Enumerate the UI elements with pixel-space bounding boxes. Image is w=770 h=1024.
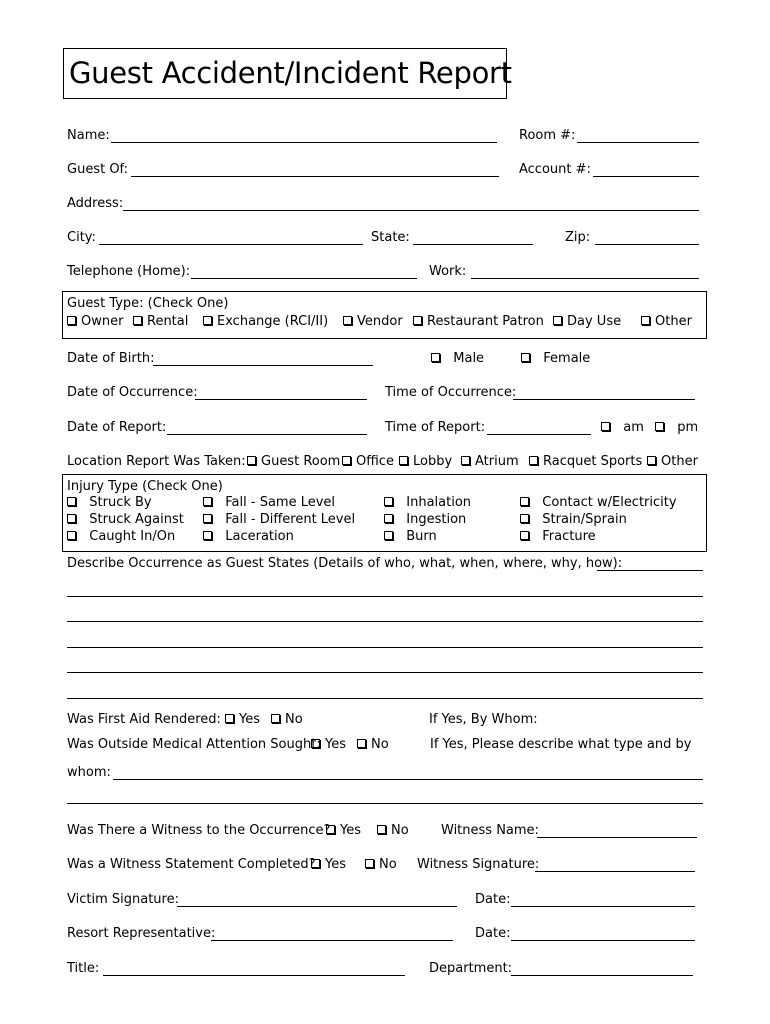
row-location <box>67 454 703 470</box>
row-witness <box>67 823 703 839</box>
title-field[interactable] <box>103 975 405 976</box>
city-field[interactable] <box>99 244 363 245</box>
checkbox-icon[interactable] <box>384 497 393 506</box>
row-dob <box>67 351 703 367</box>
injury-fall-different-level[interactable]: Fall - Different Level <box>203 512 355 528</box>
checkbox-icon[interactable] <box>601 422 610 431</box>
row-occurrence <box>67 385 703 401</box>
zip-label: Zip: <box>565 230 591 245</box>
telephone-field[interactable] <box>191 278 417 279</box>
describe-field[interactable] <box>597 570 703 571</box>
checkbox-icon[interactable] <box>413 316 422 325</box>
report-pm[interactable]: pm <box>655 420 698 436</box>
address-field[interactable] <box>123 210 699 211</box>
location-atrium[interactable]: Atrium <box>461 454 519 470</box>
medical-line-2[interactable] <box>67 803 703 804</box>
describe-line-4[interactable] <box>67 672 703 673</box>
name-label: Name: <box>67 128 110 143</box>
work-field[interactable] <box>471 278 699 279</box>
witness-yes[interactable]: Yes <box>326 823 361 839</box>
victim-signature-label: Victim Signature: <box>67 892 179 907</box>
first-aid-yes[interactable]: Yes <box>225 712 260 728</box>
medical-whom-label: whom: <box>67 765 111 780</box>
witness-signature-field[interactable] <box>535 871 695 872</box>
row-name <box>67 128 703 144</box>
report-time-field[interactable] <box>487 434 591 435</box>
checkbox-icon[interactable] <box>133 316 142 325</box>
row-report <box>67 420 703 436</box>
guest-type-restaurant-patron[interactable]: Restaurant Patron <box>413 314 544 330</box>
injury-struck-by[interactable]: Struck By <box>67 495 152 511</box>
dob-male[interactable]: Male <box>431 351 484 367</box>
checkbox-icon[interactable] <box>553 316 562 325</box>
witness-no[interactable]: No <box>377 823 409 839</box>
city-label: City: <box>67 230 96 245</box>
checkbox-icon[interactable] <box>311 739 320 748</box>
checkbox-icon[interactable] <box>357 739 366 748</box>
guest-type-exchange[interactable]: Exchange (RCI/II) <box>203 314 328 330</box>
witness-label: Was There a Witness to the Occurrence? <box>67 823 331 838</box>
department-field[interactable] <box>511 975 693 976</box>
medical-label: Was Outside Medical Attention Sought: <box>67 737 321 752</box>
checkbox-icon[interactable] <box>203 497 212 506</box>
first-aid-by-whom-label: If Yes, By Whom: <box>429 712 538 727</box>
occurrence-date-field[interactable] <box>195 399 367 400</box>
checkbox-icon[interactable] <box>365 859 374 868</box>
guest-of-label: Guest Of: <box>67 162 129 177</box>
state-field[interactable] <box>413 244 533 245</box>
checkbox-icon[interactable] <box>461 456 470 465</box>
checkbox-icon[interactable] <box>203 531 212 540</box>
guest-type-vendor[interactable]: Vendor <box>343 314 403 330</box>
resort-date-field[interactable] <box>511 940 695 941</box>
injury-struck-against[interactable]: Struck Against <box>67 512 184 528</box>
medical-whom-field[interactable] <box>113 779 703 780</box>
medical-describe-label: If Yes, Please describe what type and by <box>430 737 692 752</box>
room-field[interactable] <box>577 142 699 143</box>
resort-rep-field[interactable] <box>211 940 453 941</box>
describe-label: Describe Occurrence as Guest States (Details of who, what, when, where, why, how): <box>67 556 623 571</box>
witness-name-label: Witness Name: <box>441 823 539 838</box>
checkbox-icon[interactable] <box>342 456 351 465</box>
location-guest-room[interactable]: Guest Room <box>247 454 340 470</box>
injury-type-box <box>62 474 707 552</box>
checkbox-icon[interactable] <box>326 825 335 834</box>
victim-date-label: Date: <box>475 892 511 907</box>
title-label: Title: <box>67 961 100 976</box>
statement-no[interactable]: No <box>365 857 397 873</box>
row-describe <box>67 556 703 572</box>
describe-line-5[interactable] <box>67 698 703 699</box>
injury-burn[interactable]: Burn <box>384 529 437 545</box>
dob-label: Date of Birth: <box>67 351 155 366</box>
injury-caught-in-on[interactable]: Caught In/On <box>67 529 175 545</box>
injury-ingestion[interactable]: Ingestion <box>384 512 466 528</box>
describe-line-1[interactable] <box>67 596 703 597</box>
row-city <box>67 230 703 246</box>
checkbox-icon[interactable] <box>247 456 256 465</box>
checkbox-icon[interactable] <box>647 456 656 465</box>
injury-inhalation[interactable]: Inhalation <box>384 495 471 511</box>
checkbox-icon[interactable] <box>384 531 393 540</box>
resort-rep-label: Resort Representative: <box>67 926 216 941</box>
medical-no[interactable]: No <box>357 737 389 753</box>
witness-name-field[interactable] <box>537 837 697 838</box>
location-office[interactable]: Office <box>342 454 394 470</box>
first-aid-label: Was First Aid Rendered: <box>67 712 221 727</box>
checkbox-icon[interactable] <box>431 353 440 362</box>
checkbox-icon[interactable] <box>655 422 664 431</box>
row-telephone <box>67 264 703 280</box>
checkbox-icon[interactable] <box>399 456 408 465</box>
account-label: Account #: <box>519 162 591 177</box>
describe-line-2[interactable] <box>67 621 703 622</box>
dob-field[interactable] <box>153 365 373 366</box>
guest-type-heading: Guest Type: (Check One) <box>67 296 229 311</box>
report-am[interactable]: am <box>601 420 644 436</box>
report-date-field[interactable] <box>167 434 367 435</box>
victim-signature-field[interactable] <box>177 906 457 907</box>
checkbox-icon[interactable] <box>203 514 212 523</box>
guest-type-box <box>62 291 707 339</box>
checkbox-icon[interactable] <box>520 514 529 523</box>
checkbox-icon[interactable] <box>384 514 393 523</box>
injury-fracture[interactable]: Fracture <box>520 529 596 545</box>
department-label: Department: <box>429 961 513 976</box>
guest-type-owner[interactable]: Owner <box>67 314 123 330</box>
occurrence-time-field[interactable] <box>513 399 695 400</box>
checkbox-icon[interactable] <box>225 714 234 723</box>
checkbox-icon[interactable] <box>311 859 320 868</box>
row-resort <box>67 926 703 942</box>
checkbox-icon[interactable] <box>67 316 76 325</box>
zip-field[interactable] <box>595 244 699 245</box>
report-time-label: Time of Report: <box>385 420 486 435</box>
witness-signature-label: Witness Signature: <box>417 857 540 872</box>
occurrence-time-label: Time of Occurrence: <box>385 385 517 400</box>
row-statement <box>67 857 703 873</box>
row-guest-of <box>67 162 703 178</box>
medical-yes[interactable]: Yes <box>311 737 346 753</box>
checkbox-icon[interactable] <box>521 353 530 362</box>
checkbox-icon[interactable] <box>203 316 212 325</box>
dob-female[interactable]: Female <box>521 351 590 367</box>
location-racquet-sports[interactable]: Racquet Sports <box>529 454 642 470</box>
state-label: State: <box>371 230 410 245</box>
checkbox-icon[interactable] <box>343 316 352 325</box>
guest-type-rental[interactable]: Rental <box>133 314 188 330</box>
statement-yes[interactable]: Yes <box>311 857 346 873</box>
form-title-box <box>63 48 512 99</box>
statement-label: Was a Witness Statement Completed? <box>67 857 316 872</box>
guest-of-field[interactable] <box>131 176 499 177</box>
checkbox-icon[interactable] <box>67 531 76 540</box>
work-label: Work: <box>429 264 467 279</box>
checkbox-icon[interactable] <box>641 316 650 325</box>
injury-type-heading: Injury Type (Check One) <box>67 479 223 494</box>
account-field[interactable] <box>593 176 699 177</box>
row-address <box>67 196 703 212</box>
telephone-label: Telephone (Home): <box>67 264 191 279</box>
location-other[interactable]: Other <box>647 454 698 470</box>
victim-date-field[interactable] <box>511 906 695 907</box>
checkbox-icon[interactable] <box>377 825 386 834</box>
injury-fall-same-level[interactable]: Fall - Same Level <box>203 495 335 511</box>
location-label: Location Report Was Taken: <box>67 454 246 469</box>
row-first-aid <box>67 712 703 728</box>
row-medical-whom <box>67 765 703 781</box>
checkbox-icon[interactable] <box>520 497 529 506</box>
checkbox-icon[interactable] <box>271 714 280 723</box>
injury-strain-sprain[interactable]: Strain/Sprain <box>520 512 627 528</box>
occurrence-date-label: Date of Occurrence: <box>67 385 198 400</box>
row-victim <box>67 892 703 908</box>
first-aid-no[interactable]: No <box>271 712 303 728</box>
checkbox-icon[interactable] <box>67 514 76 523</box>
checkbox-icon[interactable] <box>67 497 76 506</box>
name-field[interactable] <box>111 142 497 143</box>
injury-contact-electricity[interactable]: Contact w/Electricity <box>520 495 677 511</box>
room-label: Room #: <box>519 128 576 143</box>
address-label: Address: <box>67 196 124 211</box>
report-date-label: Date of Report: <box>67 420 167 435</box>
checkbox-icon[interactable] <box>529 456 538 465</box>
row-title <box>67 961 703 977</box>
guest-type-day-use[interactable]: Day Use <box>553 314 621 330</box>
location-lobby[interactable]: Lobby <box>399 454 452 470</box>
describe-line-3[interactable] <box>67 647 703 648</box>
injury-laceration[interactable]: Laceration <box>203 529 294 545</box>
row-medical <box>67 737 703 753</box>
resort-date-label: Date: <box>475 926 511 941</box>
guest-type-other[interactable]: Other <box>641 314 692 330</box>
form-title: Guest Accident/Incident Report <box>69 56 512 90</box>
checkbox-icon[interactable] <box>520 531 529 540</box>
